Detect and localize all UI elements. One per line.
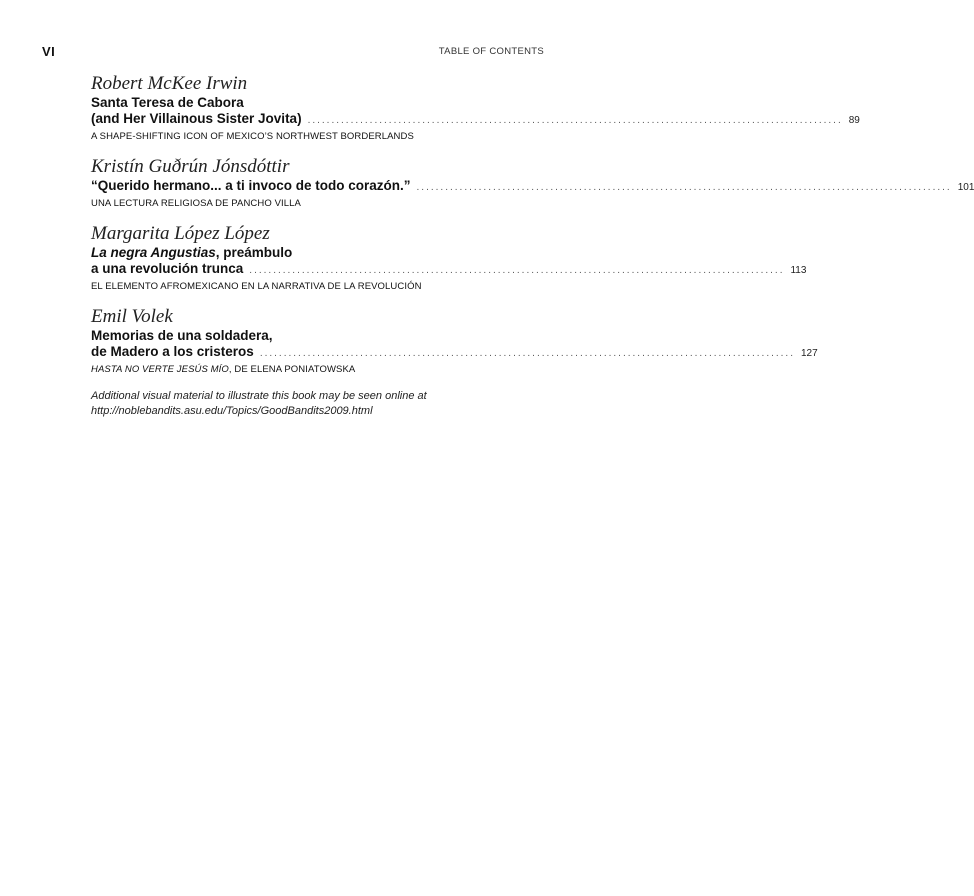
entry-page-number: 101	[957, 182, 974, 193]
entry-author: Emil Volek	[91, 306, 173, 327]
entry-subtitle: A SHAPE-SHIFTING ICON OF MEXICO’S NORTHWEST BORDERLANDS	[91, 131, 414, 142]
entry-title-last-line[interactable]	[91, 111, 860, 129]
entry-title-last-line[interactable]	[91, 261, 807, 279]
entry-title-last-line[interactable]	[91, 178, 974, 196]
online-material-note	[91, 389, 545, 419]
page-number: VI	[42, 44, 56, 59]
entry-subtitle-rest: , DE ELENA PONIATOWSKA	[228, 364, 356, 375]
entry-title: Santa Teresa de Cabora	[91, 95, 244, 110]
entry-title: a una revolución trunca	[91, 261, 244, 276]
running-head: TABLE OF CONTENTS	[438, 46, 544, 57]
entry-author: Margarita López López	[91, 223, 270, 244]
page-header	[42, 44, 544, 60]
entry-page-number: 113	[790, 265, 807, 276]
entry-subtitle: EL ELEMENTO AFROMEXICANO EN LA NARRATIVA DE LA REVOLUCIÓN	[91, 281, 422, 292]
dot-leader: ................................................................................................................	[249, 265, 785, 276]
entry-title: “Querido hermano... a ti invoco de todo corazón.”	[91, 178, 411, 193]
entry-author: Kristín Guðrún Jónsdóttir	[91, 156, 290, 177]
entry-title-italic: La negra Angustias	[91, 245, 216, 260]
entry-title-last-line[interactable]	[91, 344, 818, 362]
toc-entry	[91, 223, 807, 294]
note-url[interactable]: http://noblebandits.asu.edu/Topics/GoodBandits2009.html	[91, 405, 373, 417]
table-of-contents	[91, 73, 974, 419]
entry-author: Robert McKee Irwin	[91, 73, 248, 94]
entry-subtitle: UNA LECTURA RELIGIOSA DE PANCHO VILLA	[91, 198, 301, 209]
entry-page-number: 89	[848, 115, 860, 126]
entry-title: (and Her Villainous Sister Jovita)	[91, 111, 302, 126]
entry-title: de Madero a los cristeros	[91, 344, 254, 359]
toc-entry	[91, 156, 974, 211]
entry-title-rest: , preámbulo	[215, 245, 293, 260]
entry-subtitle-italic: HASTA NO VERTE JESÚS MÍO	[91, 364, 229, 375]
entry-title: Memorias de una soldadera,	[91, 328, 273, 343]
dot-leader: ................................................................................................................	[307, 115, 843, 126]
dot-leader: ................................................................................................................	[259, 348, 795, 359]
note-text: Additional visual material to illustrate this book may be seen online at	[91, 390, 427, 402]
entry-title	[91, 245, 545, 261]
toc-entry	[91, 306, 818, 377]
toc-entry	[91, 73, 860, 144]
dot-leader: ................................................................................................................	[416, 182, 952, 193]
entry-page-number: 127	[800, 348, 818, 359]
entry-subtitle	[91, 363, 545, 377]
